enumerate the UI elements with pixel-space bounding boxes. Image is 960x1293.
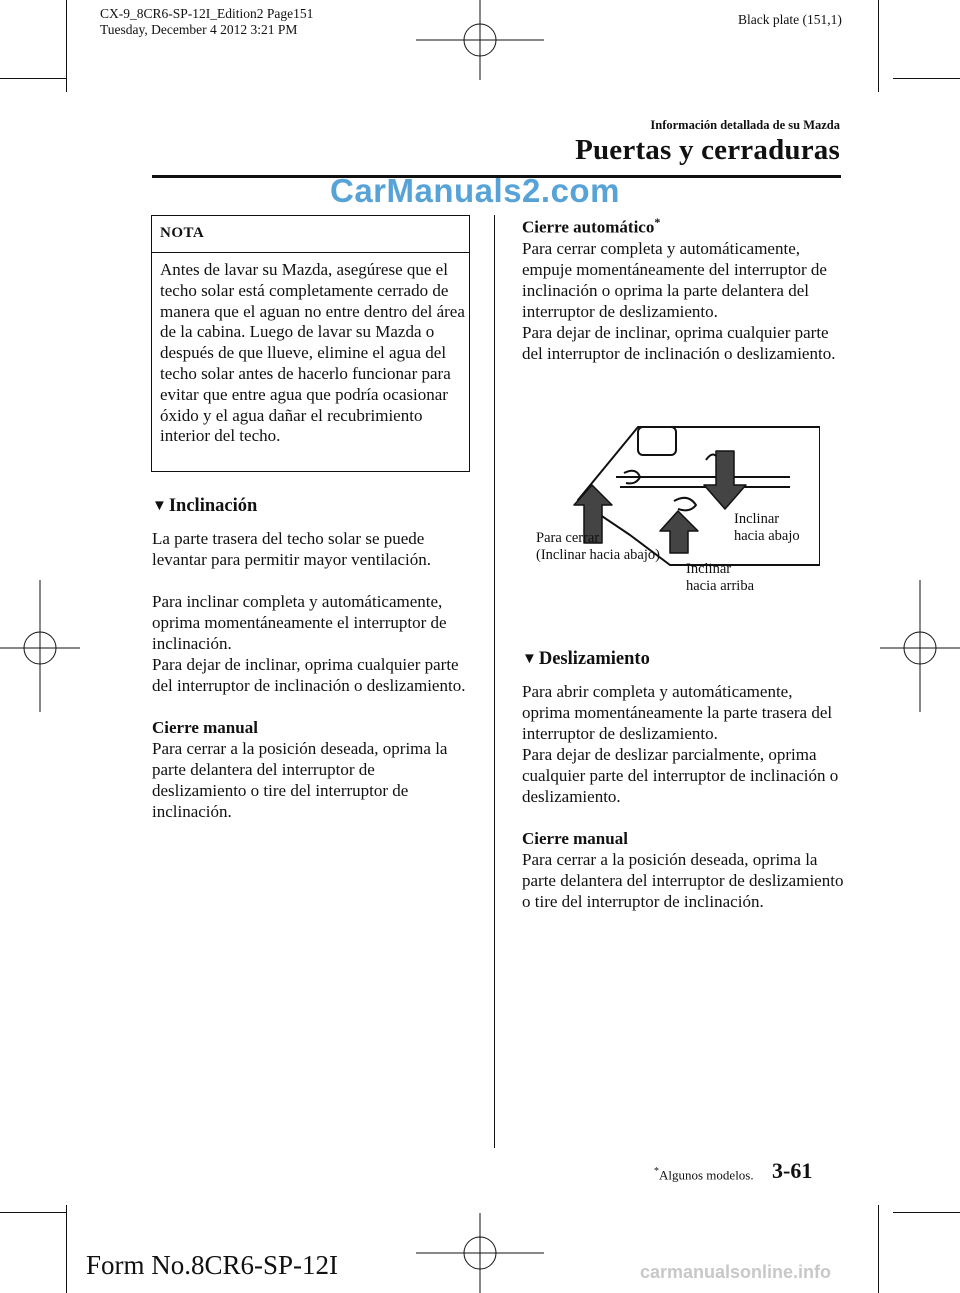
right-column-bottom [522,649,844,933]
callout-close [536,530,660,564]
heading-text: Inclinación [168,496,258,516]
asterisk-icon: * [654,215,661,229]
watermark: CarManuals2.com [330,172,620,209]
heading-text: Deslizamiento [538,649,650,669]
paragraph: Para cerrar completa y automáticamente, empuje momentáneamente del interruptor de inclinación o oprima la parte delantera del interruptor de deslizamiento. [522,238,827,321]
paragraph: Para dejar de inclinar, oprima cualquier parte del interruptor de inclinación o deslizamiento. [522,322,836,363]
paragraph: Para abrir completa y automáticamente, oprima momentáneamente la parte trasera del interruptor de deslizamiento. [522,682,833,743]
sub-heading: Cierre manual [522,829,628,848]
callout-up-line-2: hacia arriba [686,578,755,594]
section-title: Puertas y cerraduras [575,134,840,166]
callout-down-line-1: Inclinar [734,511,780,527]
callout-down-line-2: hacia abajo [734,528,800,544]
callout-close-line-1: Para cerrar [536,530,600,546]
form-number: Form No.8CR6-SP-12I [86,1250,339,1280]
callout-tilt-down [734,511,800,545]
section-subtitle: Información detallada de su Mazda [650,118,840,132]
triangle-marker-icon: ▼ [152,498,167,514]
asterisk-icon: * [654,1166,659,1177]
print-slug [100,6,313,38]
auto-heading-text: Cierre automático [522,217,655,237]
callout-tilt-up [686,561,754,595]
section-heading-inclinacion [152,496,470,517]
footnote [654,1166,754,1183]
site-watermark: carmanualsonline.info [640,1262,832,1282]
paragraph: Para dejar de deslizar parcialmente, oprima cualquier parte del interruptor de inclinación o deslizamiento. [522,745,839,806]
right-column-top [522,212,844,385]
left-column [152,496,470,843]
slug-line-2: Tuesday, December 4 2012 3:21 PM [100,22,298,37]
sub-heading-auto [522,212,844,238]
note-divider [152,252,469,253]
triangle-marker-icon: ▼ [522,651,537,667]
section-heading-deslizamiento [522,649,844,670]
paragraph: Para cerrar a la posición deseada, oprima la parte delantera del interruptor de deslizamiento o tire del interruptor de inclinación. [522,850,844,911]
paragraph: Para cerrar a la posición deseada, oprima la parte delantera del interruptor de deslizamiento o tire del interruptor de inclinación. [152,739,448,821]
plate-label: Black plate (151,1) [738,12,842,27]
page-number: 3-61 [772,1158,813,1183]
paragraph: La parte trasera del techo solar se puede levantar para permitir mayor ventilación. [152,529,431,569]
callout-close-line-2: (Inclinar hacia abajo) [536,547,660,563]
note-title: NOTA [160,225,205,241]
sub-heading: Cierre manual [152,718,258,737]
slug-line-1: CX-9_8CR6-SP-12I_Edition2 Page151 [100,6,314,21]
note-body: Antes de lavar su Mazda, asegúrese que el techo solar está completamente cerrado de manera que el aguan no entre dentro del área de la cabina. Luego de lavar su Mazda o después de que llueve, elimine el agua del techo solar antes de hacerlo funcionar para evitar que entre agua que podría ocasionar óxido y el agua dañar el recubrimiento interior del techo. [160,260,465,446]
paragraph: Para inclinar completa y automáticamente, oprima momentáneamente el interruptor de inclinación. [152,592,447,653]
footnote-text: Algunos modelos. [659,1167,754,1183]
note-box [151,215,470,472]
sunroof-switch-illustration [520,415,820,605]
paragraph: Para dejar de inclinar, oprima cualquier parte del interruptor de inclinación o deslizamiento. [152,655,466,695]
callout-up-line-1: Inclinar [686,561,732,577]
